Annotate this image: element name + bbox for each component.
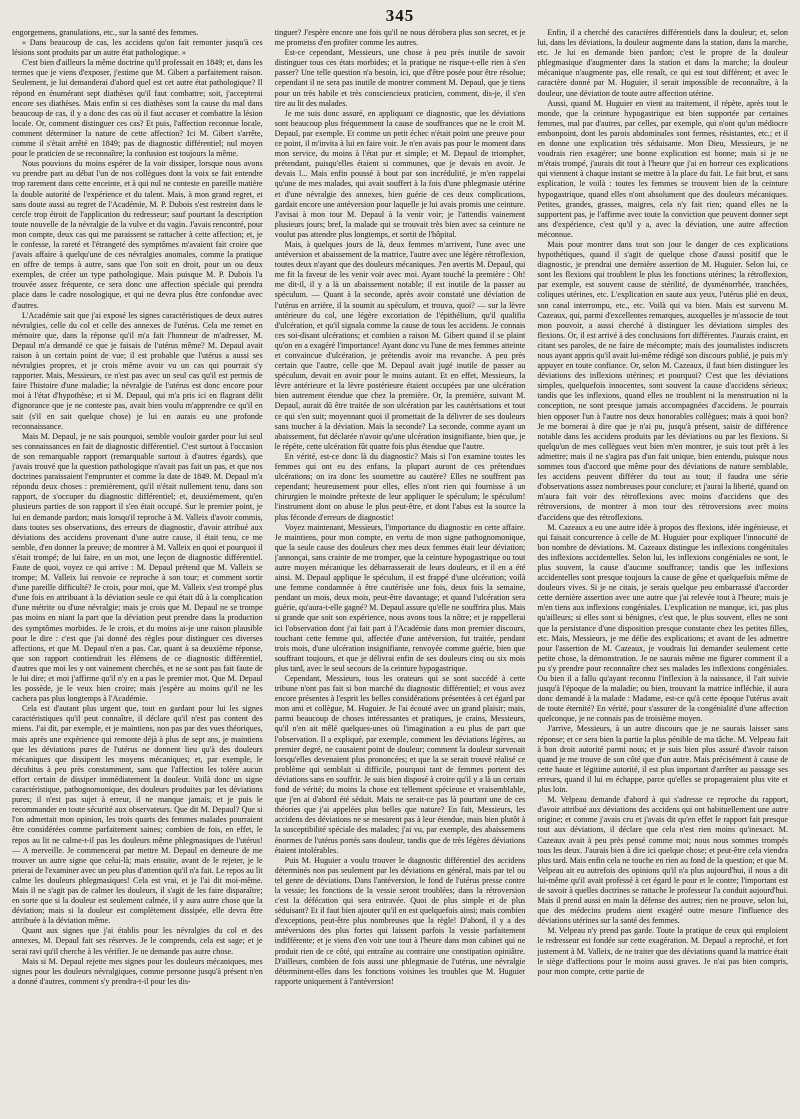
column-left [12, 28, 263, 1114]
paragraph: En vérité, est-ce donc là du diagnostic? Mais si l'on examine toutes les femmes qui ont eu des enfans, la plupart auront de ces prétendues ulcérations; on ira donc les soumettre au cautère? Elles ne souffrent pas cependant; heureusement pour elles, elles n'ont rien qui fournisse à un chirurgien le moindre prétexte de leur appliquer le spéculum; le spéculum! l'instrument dont on abuse le plus peut-être, et dont l'abus est la source la plus féconde d'erreurs de diagnostic! [274, 451, 526, 522]
column-middle [275, 28, 526, 1114]
paragraph: Quant aux signes que j'ai établis pour les névralgies du col et des annexes, M. Depaul fait ses réserves. Je le comprends, cela est sage; et je serai ravi qu'il cherche à les vérifier. Je ne demande pas autre chose. [12, 926, 263, 956]
paragraph: L'Académie sait que j'ai exposé les signes caractéristiques de deux autres névralgies, celle du col et celle des annexes de l'utérus. Cela me remet en mémoire que, dans la réponse qu'il m'a fait l'honneur de m'adresser, M. Depaul m'a demandé ce que je faisais de l'utérus même? M. Depaul avait raison à un certain point de vue; il est probable que l'utérus a aussi ses névralgies propres, et je crois même avoir vu un cas qui pourrait s'y rapporter. Mais, Messieurs, ce n'est pas avec un seul cas qu'il est permis de faire l'histoire d'une maladie; la névralgie de l'utérus est donc encore pour moi à l'état d'hypothèse; et si M. Depaul, qui m'a pris ici en flagrant délit d'ignorance que je ne conteste pas, avait bien voulu m'apprendre ce qu'il en sait (s'il en sait quelque chose) je lui en aurais eu une profonde reconnaissance. [12, 310, 263, 431]
text-columns [12, 28, 788, 1114]
paragraph: Enfin, il a cherché des caractères différentiels dans la douleur; et, selon lui, dans les déviations, la douleur augmente dans la station, dans la marche, etc. Je lui en demande bien pardon; c'est le propre de la douleur phlegmasique d'augmenter dans la station et dans la marche; la douleur mécanique n'augmente pas, elle renaît, ce qui est tout différent; et avec le caractère donné par M. Huguier, il serait impossible de reconnaître, à la douleur, une déviation de toute autre affection utérine. [537, 28, 788, 98]
paragraph: « Dans beaucoup de cas, les accidens qu'on fait remonter jusqu'à ces lésions sont produits par un autre état pathologique. » [12, 38, 263, 58]
paragraph: Cela est d'autant plus urgent que, tout en gardant pour lui les signes caractéristiques qu'il peut connaître, il déclare qu'il n'est pas content des miens. J'ai dit, par exemple, et je maintiens, non pas par des vues théoriques, mais après une expérience qui remonte déjà à plus de sept ans, je maintiens que les déviations pures de l'utérus ne donnent lieu qu'à des douleurs mécaniques que dissipent les moyens mécaniques; et, par exemple, le décubitus à peu près constamment, sans que l'affection les tolère aucun effort certain de dissiper immédiatement la douleur. Voilà donc un signe caractéristique, pathognomonique, des douleurs produites par les déviations pures; il n'est pas sujet à erreur, il ne manque jamais; et je puis le recommander en toute sécurité aux observateurs. Que dit M. Depaul? Que si l'on admettait mon opinion, les trois quarts des femmes malades pourraient être considérées comme parfaitement saines; combien de fois, en effet, le repos au lit ne calme-t-il pas les douleurs même phlegmasiques de l'utérus! — A merveille. Je commencerai par mettre M. Depaul en demeure de me trouver un autre signe que celui-là; mais ensuite, avant de le rejeter, je le prierai de l'examiner avec un peu plus d'attention qu'il n'a fait. Le repos au lit calme les douleurs phlegmasiques! Cela est vrai, et je l'ai dit moi-même. Mais il ne s'agit pas de calmer les douleurs, il s'agit de les faire disparaître; en sorte que si la douleur est seulement calmée, il y aura autre chose que la déviation; mais si la douleur est complètement dissipée, elle devra être attribuée à la déviation même. [12, 704, 263, 926]
paragraph: Je me suis donc assuré, en appliquant ce diagnostic, que les déviations sont beaucoup plus fréquemment la cause de souffrances que ne le croit M. Depaul, par exemple. Et comme un petit échec n'était point une preuve pour ce point, il m'invita à lui en faire voir. Je n'en avais pas pour le moment dans mon service, du moins à l'état pur et simple; et M. Depaul de triompher, prétendant, puisqu'elles étaient si communes, que je devais en avoir. Je devais l... Mais enfin poussé à bout par son incrédulité, je m'en rappelai qu'une de mes malades, qui avait souffert à la fois d'une phlegmasie utérine et d'une névralgie des annexes, bien guérie de ces deux complications, gardait encore une antéversion pour laquelle je lui avais promis une ceinture. J'avisai à mon tour M. Depaul à la venir voir; je l'attendis vainement plusieurs jours; bref, la malade qui se trouvait très bien avec sa ceinture ne voulut pas attendre plus longtemps, et sortit de l'hôpital. [274, 108, 526, 239]
paragraph: M. Cazeaux a eu une autre idée à propos des flexions, idée ingénieuse, et qui faisait concurrence à celle de M. Huguier pour expliquer l'innocuité de bon nombre de déviations. M. Cazeaux distingue les inflexions congénitales des inflexions accidentelles. Selon lui, les inflexions congéniales ne sont, le plus souvent, la cause d'aucune souffrance; tandis que les inflexions accidentelles sont presque toujours la cause de gêne et quelquefois même de douleurs vives. Si je ne citais, je serais quelque peu embarrassé d'accorder cette dernière assertion avec une autre que j'ai relevée tout à l'heure; mais je m'en tiens aux inflexions congéniales. L'explication ne manque, ici, pas plus qu'ailleurs; si elles sont si bénignes, c'est que, le plus souvent, elles ne sont que la persistance d'une disposition presque constante chez les petites filles, etc. Mais, Messieurs, je me défie des explications; et avant de les admettre pour l'assertion de M. Cazeaux, je voudrais lui demander seulement cette petite chose, la démonstration. Je ne saurais même me figurer comment il a pu s'y prendre pour reconnaître chez ses malades les inflexions congéniales. Ou bien il a fallu qu'ayant reconnu l'inflexion à la naissance, il l'ait suivie jusqu'à l'époque de la maladie; ou bien, trouvant la matrice infléchie, il aura donc demandé à la malade : Madame, est-ce qu'à cette époque l'utérus avait de toute éternité? En vérité, pour s'assurer de la congénialité d'une affection quelconque, je ne connais pas de troisième moyen. [537, 522, 788, 724]
paragraph: Mais M. Depaul, je ne sais pourquoi, semble vouloir garder pour lui seul ses connaissances en fait de diagnostic différentiel. C'est surtout à l'occasion de son remarquable rapport (remarquable surtout à d'autres égards), que j'avais trouvé que la question pathologique n'avait pas fait un pas, et que nos doctrines paraissaient l'emprunter et comme la date de 1849. M. Depaul m'a répondu deux choses : premièrement, qu'il n'était nullement tenu, dans son rapport, de s'occuper du diagnostic différentiel; et, deuxièmement, qu'en plusieurs parties de son rapport il s'en était occupé. Sur le premier point, je lui en demande pardon; mais lorsqu'il reproche à M. Valleix d'avoir commis, dans toutes ses observations, des erreurs de diagnostic, d'avoir attribué aux déviations des accidens provenant d'une autre cause, il était tenu, ce me semble, d'en donner la preuve; de montrer à M. Valleix en quoi et pourquoi il s'était trompé; de lui faire, en un mot, une leçon de diagnostic différentiel. Faute de quoi, voyez ce qui arrive : M. Depaul prétend que M. Valleix se trompe; M. Valleix lui renvoie ce reproche à son tour; et comment sortir d'une pareille difficulté? Je crois, pour moi, que M. Valleix s'est trompé plus d'une fois en attribuant à la déviation seule ce qui était dû à la complication d'une métrite ou d'une névralgie; mais je crois que M. Depaul ne se trompe pas moins en niant la part que la déviation peut prendre dans la production des symptômes morbides. Je le crois, et du moins ai-je une raison plausible pour le dire : c'est que j'ai donné des règles pour distinguer ces diverses affections, et que M. Depaul n'en a pas. Car, quant à sa deuxième réponse, que son rapport contiendrait les élémens de ce diagnostic différentiel, d'autres que moi les y ont vainement cherchés, et ne se sont pas fait faute de le lui dire; et moi j'affirme qu'il n'y en a pas le premier mot. Que M. Depaul les possède, je le veux bien croire; mais j'espère au moins qu'il ne les cachera pas plus longtemps à l'Académie. [12, 431, 263, 704]
paragraph: M. Velpeau demande d'abord à qui s'adresse ce reproche du rapport, d'avoir attribué aux déviations des accidens qui ont habituellement une autre origine; et comme j'avais cru et j'avais dit qu'en effet le rapport fait presque tout aux déviations, il déclare que cela n'est rien moins qu'inexact. M. Cazeaux avait à peu près pensé comme moi; nous nous sommes trompés tous les deux. J'aurais bien à dire ici quelque chose; et peut-être cela viendra plus tard. Mais enfin cela ne touche en rien au fond de la question; et que M. Velpeau ait eu autrefois des opinions qu'il n'a plus aujourd'hui, il nous a dit lui-même qu'il avait professé à cet égard le pour et le contre; l'important est de savoir à quelles doctrines se rattache le professeur l'a conduit aujourd'hui. Mais il prend aussi en main la défense des autres; rien ne prouve, selon lui, que des médecins prudens aient exagéré outre mesure l'influence des déviations utérines sur la santé des femmes. [537, 795, 788, 926]
paragraph: engorgemens, granulations, etc., sur la santé des femmes. [12, 28, 199, 37]
page-number: 345 [385, 6, 415, 25]
paragraph: Mais pour montrer dans tout son jour le danger de ces explications hypothétiques, quand il s'agit de quelque chose d'aussi positif que le diagnostic, je prendrai une dernière assertion de M. Huguier. Selon lui, ce sont les flexions qui troublent le plus les fonctions utérines; la rétroflexion, par exemple, est souvent cause de stérilité, de dysménorrhée, tranchées, coliques utérines, etc. L'explication en saute aux yeux, l'utérus plié en deux, son canal interrompu, etc., etc. Voilà qui va bien. Mais est survenu M. Cazeaux, qui, parmi d'excellentes remarques, auxquelles je m'associe de tout mon pouvoir, a aussi cherché à distinguer les déviations simples des flexions. Or, il est arrivé à des conclusions fort différentes. J'aurais craint, en citant ses paroles, de ne faire de mécompte; mais des journalistes indiscrets nous ayant appris qu'il avait lui-même rédigé son discours publié, je puis m'y appuyer en toute confiance. Or, selon M. Cazeaux, il faut bien distinguer les déviations des inflexions utérines; et pourquoi? C'est que les déviations simples, quelquefois innocentes, sont souvent la cause d'accidens sérieux; tandis que les inflexions, quand elles ne troublent ni la menstruation ni la conception, ne sont presque jamais accompagnées d'accidens. Je pourrais bien opposer l'un à l'autre nos deux honorables collègues; mais à quoi bon? Je me bornerai à dire que je n'ai pu, jusqu'à présent, saisir de différence notable dans les accidens produits par les déviations ou par les flexions. Si quelqu'un de mes collègues veut bien m'en montrer, je suis tout prêt à les admettre; mais il ne s'agira pas d'un fait unique, bien entendu, puisque nous sommes tous d'accord que même pour des déviations de nature semblable, les accidens peuvent différer du tout au tout; il faudra une série d'observations assez nombreuses pour conclure; et j'aurai la liberté, quand on m'aura fait voir des rétroflexions avec moins d'accidens que des rétroversions, de montrer à mon tour des rétroversions avec moins d'accidens que des rétroflexions. [537, 239, 788, 522]
paragraph: tinguer? J'espère encore une fois qu'il ne nous dérobera plus son secret, et je me prometss d'en profiter comme les autres. [274, 28, 526, 48]
paragraph: Puis M. Huguier a voulu trouver le diagnostic différentiel des accidens déterminés non pas seulement par les déviations en général, mais par tel ou tel genre de déviations. Dans l'antéversion, le fond de l'utérus presse contre la vessie; les fonctions de la vessie seront troublées; dans la rétroversion c'est la défécation qui sera entravée. Quoi de plus simple et de plus séduisant? Et il faut bien ajouter qu'il en est quelquefois ainsi; mais combien d'exceptions, peut-être plus nombreuses que la règle! D'abord, il y a des antéversions des plus fortes qui laissent parfois la vessie parfaitement indifférente; et je viens d'en voir une tout à l'heure dans mon cabinet qui ne produit rien de ce côté, qui entraîne au contraire une constipation opiniâtre. D'ailleurs, combien de fois aussi une phlegmasie de l'utérus, une névralgie déterminent-elles dans les fonctions voisines les troubles que M. Huguier rapporte uniquement à l'antéversion! [274, 855, 526, 986]
paragraph: Aussi, quand M. Huguier en vient au traitement, il répète, après tout le monde, que la ceinture hypogastrique est bien supportée par certaines femmes, mal par d'autres, par celles, par exemple, qui n'ont qu'un médiocre embonpoint, dont les parois abdominales sont fermes, résistantes, etc.; et il en donne une explication très séduisante. Mon Dieu, Messieurs, je ne voudrais rien exagérer; une bonne explication est bonne; mais si je ne m'étais trompé, j'aurais dit tout à l'heure que j'ai en horreur ces explications qui viennent à chaque instant se mettre à la place du fait. Le fait brut, et sans explication, le voilà : toutes les femmes se trouvent bien de la ceinture hypogastrique, quand elles n'ont absolument que des douleurs mécaniques. Petites, grandes, grasses, maigres, cela n'y fait rien; quand elles ne la supportent pas, je l'affirme avec toute la conviction que peuvent donner sept ans d'expérience, c'est qu'il y a, avec la déviation, une autre affection méconnue. [537, 98, 788, 239]
paragraph: Cependant, Messieurs, tous les orateurs qui se sont succédé à cette tribune n'ont pas fait si bon marché du diagnostic différentiel; et vous avez encore présentes à l'esprit les belles considérations présentées à cet égard par mon ami et collègue, M. Huguier. Je l'ai écouté avec un grand plaisir; mais, parmi beaucoup de choses intéressantes et pratiques, je crains, Messieurs, qu'il n'en ait mêlé quelques-unes où l'imagination a eu plus de part que l'observation. Il a expliqué, par exemple, comment les déviations légères, au premier degré, ne causaient point de douleur; comment la douleur survenait lorsqu'elles devenaient plus prononcées; et que la se serait trouvé réalisé ce problème qui semblait si difficile, pourquoi tant de femmes portent des déviations sans en souffrir. Je suis bien disposé à croire qu'il y a là un certain fond de vérité; du moins la chose est tellement spécieuse et vraisemblable, que j'en ai d'abord été séduit. Mais ne serait-ce pas là pourtant une de ces théories que j'ai appelées plus belles que nature? En fait, Messieurs, les accidens des déviations ne se mesurent pas à leur étendue, mais bien plutôt à la susceptibilité spéciale des malades; j'ai vu, par exemple, des abaissemens énormes de l'utérus portés sans douleur, tandis que de très légères déviations étaient intolérables. [274, 674, 526, 855]
paragraph: Mais si M. Depaul rejette mes signes pour les douleurs mécaniques, mes signes pour les douleurs névralgiques, comme personne jusqu'à présent n'en a donné d'autres, comment s'y prendra-t-il pour les dis- [12, 956, 263, 986]
paragraph: Est-ce cependant, Messieurs, une chose à peu près inutile de savoir distinguer tous ces états morbides; et la pratique ne risque-t-elle rien à s'en passer? Une telle question n'a besoin, ici, que d'être posée pour être résolue; cependant il ne sera pas inutile de montrer comment M. Depaul, que je tiens pour un très habile et très consciencieux praticien, comment, dis-je, il s'en tire au lit des malades. [274, 48, 526, 108]
paragraph: C'est bien d'ailleurs la même doctrine qu'il professait en 1849; et, dans les termes que je viens d'exposer, j'estime que M. Gibert a parfaitement raison. Seulement, je lui demanderai d'abord quel est cet autre état pathologique? Il répond en énumérant sept diathèses qu'il faut combattre; soit, j'accepterai encore ses diathèses. Mais enfin si ces diathèses sont la cause du mal dans beaucoup de cas, il y a donc des cas où il faut accuser et combattre la lésion locale. Or, comment distinguer ces cas? Et puis, l'affection reconnue locale, comment déterminer la nature de cette affection? Ici M. Gibert s'arrête, comme il s'était arrêté en 1849; pas de diagnostic différentiel; nul moyen pour le praticien de se reconnaître; la confusion est toujours la même. [12, 58, 263, 159]
paragraph: J'arrive, Messieurs, à un autre discours que je ne saurais laisser sans réponse; et ce sera bien la partie la plus pénible de ma tâche. M. Velpeau fait à bon droit autorité parmi nous; et je suis bien plus assuré d'avoir raison quand je me trouve de son côté que d'un autre. Mais précisément à cause de cette haute et légitime autorité, il est plus important d'arrêter au passage ses erreurs, quand il lui en échappe, parce qu'elles se propageraient plus vite et plus loin. [537, 724, 788, 795]
paragraph: Mais, à quelques jours de là, deux femmes m'arrivent, l'une avec une antéversion et abaissement de la matrice, l'autre avec une légère rétroflexion, toutes deux n'ayant que des douleurs mécaniques. J'en avertis M. Depaul, qui me fit la faveur de les venir voir avec moi. Ayant touché la première : Oh! me dit-il, il y a là un abaissement notable; il est inutile de la passer au spéculum. — Quant à la seconde, après avoir constaté une déviation de l'utérus en arrière, il la soumit au spéculum, et trouva, quoi? — sur la lèvre antérieure du col, une légère excoriation de l'épithélium, qu'il qualifia d'ulcération, et qu'il signala comme la cause de tous les accidens. Je connais ces soi-disant ulcérations; et combien a raison M. Gibert quand il se plaint qu'on en a exagéré l'importance! Ayant donc vu l'une de mes femmes atteinte et convaincue d'ulcération, je prétendis avoir ma revanche. A peu près certain que l'autre, celle que M. Depaul avait jugé inutile de passer au spéculum, devait en avoir pour le moins autant. Et en effet, Messieurs, la lèvre antérieure et la lèvre postérieure étaient occupées par une ulcération bien autrement étendue que chez la première. Or, la première, suivant M. Depaul, aurait dû être traitée de son ulcération par les cautérisations et tout ce qui s'en suit; moyennant quoi il promettait de la délivrer de ses douleurs sans toucher à la déviation. Mais la seconde? La seconde, comme ayant un abaissement, fut déclarée n'avoir qu'une ulcération insignifiante, bien que, je le répète, cette ulcération fût quatre fois plus étendue que l'autre. [274, 239, 526, 451]
paragraph: Nous pouvions du moins espérer de la voir dissiper, lorsque nous avons vu prendre part au débat l'un de nos collègues dont la voix se fait entendre trop rarement dans cette enceinte, et à qui nul ne conteste en pareille matière la double autorité de l'expérience et du talent. Mais, à mon grand regret, et sans doute aussi au regret de l'Académie, M. P. Dubois s'est restreint dans le cercle trop étroit de l'application du redresseur; sauf pourtant la description toute nouvelle de la névralgie de la vulve et du vagin. J'avais rencontré, pour mon compte, deux cas qui me paraissent se rattacher à cette affection; et, je le confesse, la rareté et l'étrangeté des symptômes m'avaient fait croire que j'avais affaire à quelqu'une de ces névralgies anomales, comme la pratique en offre de temps à autre, sans que l'on soit en droit, pour un ou deux exemples, de créer un type pathologique. Mais puisque M. P. Dubois l'a trouvée assez fréquente, ce sera donc une affection spéciale qui prendra place dans le cadre nosologique, et qui ne devra plus être confondue avec d'autres. [12, 159, 263, 310]
column-right [537, 28, 788, 1114]
paragraph: Voyez maintenant, Messieurs, l'importance du diagnostic en cette affaire. Je maintiens, pour mon compte, en vertu de mon signe pathognomonique, que la seule cause des douleurs chez mes deux femmes était leur déviation; j'annonçai, sans crainte de me tromper, que la ceinture hypogastrique ou tout autre moyen mécanique les débarrasserait de leurs douleurs, et il en a été ainsi. M. Depaul applique le spéculum, il est frappé d'une ulcération; voilà une femme condamnée à être cautérisée une fois, deux fois la semaine, pendant un mois, deux mois, peut-être davantage; et quand l'ulcération sera guérie, qu'aura-t-elle gagné? M. Depaul assure qu'elle ne souffrira plus. Mais si grande que soit son expérience, nous avons tous la nôtre; et je rappellerai ici l'observation dont j'ai fait part à l'Académie dans mon premier discours, touchant cette femme qui, affectée d'une antéversion, fut traitée, pendant trois mois, d'une ulcération insignifiante, renvoyée comme guérie, bien que souffrant toujours, et que je délivrai enfin de ses douleurs cinq ou six mois plus tard, avec le seul secours de la ceinture hypogastrique. [274, 522, 526, 673]
paragraph: M. Velpeau n'y prend pas garde. Toute la pratique de ceux qui emploient le redresseur est fondée sur cette exagération. M. Depaul a reproché, et fort justement à M. Valleix, de ne traiter que des déviations quand la matrice était le siège d'affections pour le moins aussi graves. Je n'ai pas bien compris, pour mon compte, cette partie de [537, 926, 788, 976]
